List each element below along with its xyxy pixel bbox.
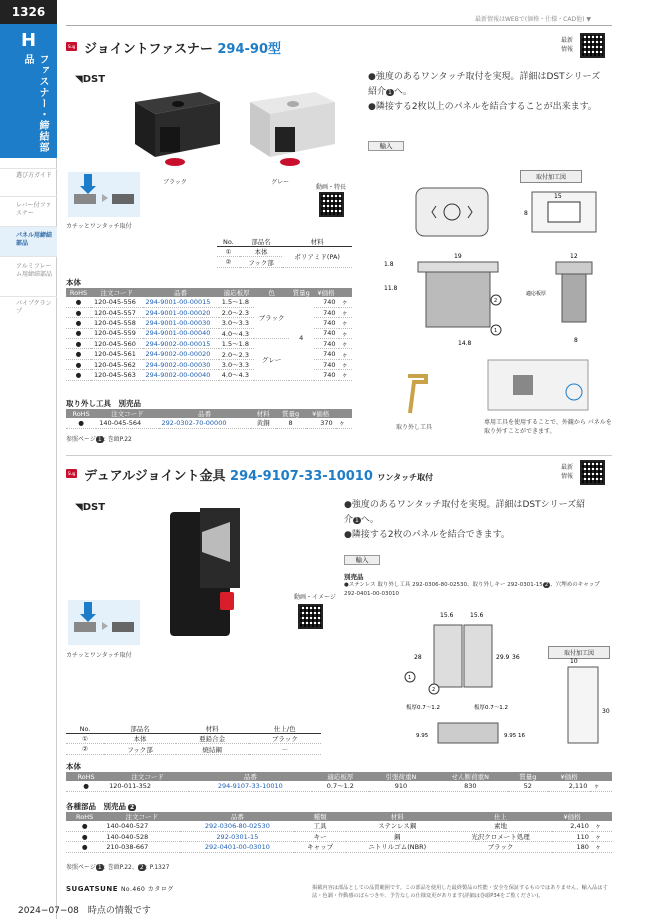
table-row: ● 120-045-556 294-9001-00-00015 1.5～1.8 ブラック 4 740 ヶ [66, 297, 352, 307]
section2-acc-table: RoHS 注文コード 品番 種類 材料 仕上 ¥価格 ● 140-040-527 292-0306-80-02530 工具 ステンレス鋼 素地 2,410 ヶ ● 140-040-528 292-0301-15 キー 鋼 光沢クロメート処理 110 ヶ ● 210-038-667 292-0401-00-03010 キャップ ニトリルゴム(NBR) ブラック 180 ヶ [66, 812, 612, 853]
section2-main-label: 本体 [66, 762, 81, 771]
video-qr-code-2[interactable] [298, 604, 323, 629]
onetouch-icon-2 [68, 600, 140, 645]
table-row: ● 140-040-528 292-0301-15 キー 鋼 光沢クロメート処理 110 ヶ [66, 831, 612, 841]
sidebar-item-frame[interactable]: アルミフレーム用締結部品 [0, 256, 57, 296]
sidebar [0, 0, 57, 919]
section1-qr-code[interactable] [580, 33, 605, 58]
table-row: ● 120-045-563 294-9002-00-00040 4.0～4.3 740 ヶ [66, 370, 352, 380]
svg-text:板厚0.7～1.2: 板厚0.7～1.2 [406, 705, 440, 711]
section2-latest-info: 最新情報 [561, 464, 574, 480]
svg-text:36: 36 [512, 654, 520, 661]
svg-text:15: 15 [554, 193, 562, 200]
svg-text:19: 19 [454, 253, 462, 260]
table-row: ● 140-045-564 292-0302-70-00000 黄銅 8 370 ヶ [66, 418, 352, 428]
svg-text:12: 12 [570, 253, 578, 260]
sidebar-item-pipe[interactable]: パイプクランプ [0, 296, 57, 326]
brand-badge: Sug [67, 44, 76, 49]
web-note: 最新情報はWEBで(価格・仕様・CAD他) ▼ [475, 16, 591, 23]
svg-text:10: 10 [570, 658, 578, 665]
section2-ref: 参照ページ 1 : 巻頭P.22、 2 : P.1327 [66, 864, 170, 871]
section2-dst-logo: ◥DST [75, 502, 106, 513]
brand-badge-2: Sug [67, 471, 76, 476]
section1-title: ジョイントファスナー 294-90型 [84, 42, 281, 57]
table-row: ① 本体 亜鉛合金 ブラック [66, 734, 321, 744]
section2-technical-drawing [400, 605, 614, 755]
onetouch-icon [68, 172, 140, 217]
section1-features: ●強度のあるワンタッチ取付を実現。詳細はDSTシリーズ紹介 1 へ。 ●隣接する2枚以上のパネルを結合することが出来ます。 [368, 72, 601, 112]
removal-tool-caption: 取り外し工具 [396, 424, 433, 431]
dual-joint-image [160, 502, 280, 642]
onetouch-caption: カチッとワンタッチ取付 [66, 223, 132, 230]
category-block[interactable] [0, 24, 57, 158]
sidebar-item-guide[interactable]: 選び方ガイド [0, 168, 57, 196]
section2-features: ●強度のあるワンタッチ取付を実現。詳細はDSTシリーズ紹 介 1 へ。 ●隣接する2枚のパネルを結合できます。 [344, 500, 586, 540]
table-row: ● 120-045-560 294-9002-00-00015 1.5～1.8 グレー 740 ヶ [66, 339, 352, 349]
svg-text:29.9: 29.9 [496, 654, 510, 661]
svg-text:1: 1 [408, 675, 412, 681]
onetouch-caption-2: カチッとワンタッチ取付 [66, 652, 132, 659]
svg-text:16: 16 [518, 733, 525, 739]
section1-parts-table: No. 部品名 材料 ① 本体 ポリアミド(PA) ② フック部 [217, 237, 352, 268]
footer-disclaimer: 掲載内容は部品としての品質範囲です。この部品を使用した最終製品の性能・安全を保証するものではありません。輸入品は寸法・色調・作動感のばらつきや、予告なしの仕様変更があります(詳細は巻頭P34をご覧ください)。 [312, 885, 608, 899]
table-row: ● 210-038-667 292-0401-00-03010 キャップ ニトリルゴム(NBR) ブラック 180 ヶ [66, 842, 612, 852]
black-fastener-image [135, 92, 220, 166]
table-row: ② フック部 焼結鋼 － [66, 744, 321, 754]
svg-text:2: 2 [432, 687, 436, 693]
section1-main-table: RoHS 注文コード 品番 適応板厚 色 質量g ¥価格 ● 120-045-556 294-9001-00-00015 1.5～1.8 ブラック 4 740 ヶ ● 120-045-557 294-9001-00-00020 2.0～2.3 740 ヶ ● 120-045-558 294-9001-00-00030 3.0～3.3 740 ヶ ● 120-045-559 294-9001-00-00040 4.0～4.3 740 ヶ ● 120-045-560 294-9002-00-00015 1.5～1.8 グレー 740 ヶ ● 120-045-561 294-9002-00-00020 2.0～2.3 740 ヶ ● 120-045-562 294-9002-00-00030 3.0～3.3 740 ヶ ● 120-045-563 294-9002-00-00040 4.0～4.3 740 ヶ [66, 288, 352, 381]
svg-text:30: 30 [602, 708, 610, 715]
category-letter: H [20, 30, 37, 51]
section1-cutout-label: 取付加工図 [520, 170, 582, 183]
svg-text:1: 1 [494, 328, 498, 334]
gray-fastener-image [250, 92, 335, 166]
footer-date: 2024−07−08 時点の情報です [18, 906, 151, 916]
label-gray: グレー [271, 179, 290, 186]
separate-text: ●ステンレス 取り外し工具 292-0306-80-02530、取り外しキー 292-0301-15 2 、穴埋めのキャップ 292-0401-00-03010 [344, 582, 600, 597]
svg-text:8: 8 [574, 337, 578, 344]
section1-dst-logo: ◥DST [75, 74, 106, 85]
table-row: ● 140-040-527 292-0306-80-02530 工具 ステンレス鋼 素地 2,410 ヶ [66, 821, 612, 831]
table-row: ② フック部 [217, 257, 352, 267]
svg-text:8: 8 [524, 210, 528, 217]
svg-text:15.6: 15.6 [470, 612, 484, 619]
svg-text:14.8: 14.8 [458, 340, 472, 347]
section1-product-images [130, 82, 350, 182]
section2-qr-code[interactable] [580, 460, 605, 485]
caret-down-icon: ▼ [586, 16, 591, 23]
table-row: ● 120-045-562 294-9002-00-00030 3.0～3.3 740 ヶ [66, 359, 352, 369]
video-label-2: 動画・イメージ [294, 594, 336, 601]
import-tag: 輸入 [368, 141, 404, 151]
header-divider [66, 25, 612, 26]
label-black: ブラック [163, 179, 187, 186]
separate-label: 別売品 [344, 573, 364, 581]
section2-main-table: RoHS 注文コード 品番 適応板厚 引張荷重N せん断荷重N 質量g ¥価格 ● 120-011-352 294-9107-33-10010 0.7～1.2 910 830 52 2,110 ヶ [66, 772, 612, 792]
table-row: ● 120-045-558 294-9001-00-00030 3.0～3.3 740 ヶ [66, 318, 352, 328]
category-name: ファスナー・締結部品 [22, 54, 48, 153]
section1-tool-table: RoHS 注文コード 品番 材料 質量g ¥価格 ● 140-045-564 292-0302-70-00000 黄銅 8 370 ヶ [66, 409, 352, 429]
section2-cutout-label: 取付加工図 [548, 646, 610, 659]
page-number: 1326 [0, 0, 57, 24]
section2-title: デュアルジョイント金具 294-9107-33-10010 ワンタッチ取付 [84, 469, 434, 484]
svg-text:9.95: 9.95 [504, 733, 517, 739]
sidebar-item-panel[interactable]: パネル用締結部品 [0, 226, 57, 256]
section1-tool-label: 取り外し工具 別売品 [66, 399, 141, 408]
section2-acc-label: 各種部品 別売品 2 [66, 802, 135, 811]
ref-badge-1: 1 [388, 89, 392, 96]
svg-text:15.6: 15.6 [440, 612, 454, 619]
svg-text:2: 2 [494, 298, 498, 304]
section2-parts-table: No. 部品名 材料 仕上/色 ① 本体 亜鉛合金 ブラック ② フック部 焼結鋼 － [66, 724, 321, 755]
table-row: ● 120-045-559 294-9001-00-00040 4.0～4.3 740 ヶ [66, 328, 352, 338]
svg-text:板厚0.7～1.2: 板厚0.7～1.2 [474, 705, 508, 711]
table-row: ● 120-045-557 294-9001-00-00020 2.0～2.3 740 ヶ [66, 307, 352, 317]
section1-ref: 参照ページ 1 : 巻頭P.22 [66, 436, 132, 443]
table-row: ● 120-011-352 294-9107-33-10010 0.7～1.2 910 830 52 2,110 ヶ [66, 781, 612, 791]
svg-text:28: 28 [414, 654, 422, 661]
section1-main-label: 本体 [66, 278, 81, 287]
brand-logo: SUGATSUNE No.460 カタログ [66, 885, 174, 893]
svg-text:9.95: 9.95 [416, 733, 429, 739]
sidebar-item-lever[interactable]: レバー付ファスナー [0, 196, 57, 226]
section-divider [66, 455, 612, 456]
table-row: ① 本体 ポリアミド(PA) [217, 247, 352, 257]
svg-text:1.8: 1.8 [384, 261, 394, 268]
import-tag-2: 輸入 [344, 555, 380, 565]
svg-text:11.8: 11.8 [384, 285, 398, 292]
removal-tool-note: 専用工具を使用することで、外観から パネルを取り外すことができます。 [484, 419, 612, 435]
section1-latest-info: 最新情報 [561, 37, 574, 53]
section1-technical-drawing [378, 180, 614, 420]
video-label: 動画・特長 [316, 184, 347, 191]
table-row: ● 120-045-561 294-9002-00-00020 2.0～2.3 740 ヶ [66, 349, 352, 359]
video-qr-code[interactable] [319, 192, 344, 217]
svg-text:適応板厚: 適応板厚 [526, 291, 547, 297]
